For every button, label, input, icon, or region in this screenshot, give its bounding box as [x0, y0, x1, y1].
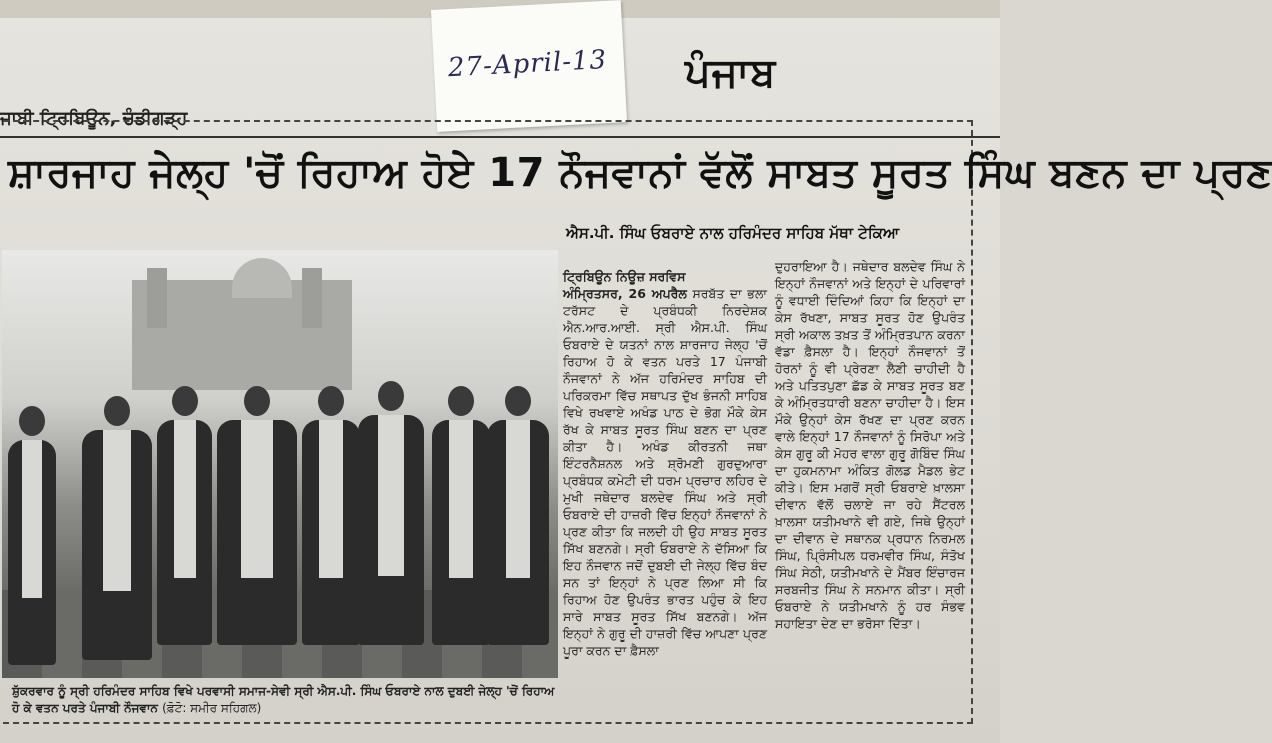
date-sticky-note	[431, 0, 627, 132]
photo-credit: (ਫ਼ੋਟੋ: ਸਮੀਰ ਸਹਿਗਲ)	[162, 701, 262, 715]
article-column-1	[563, 268, 767, 659]
article-column-1-text: ਸਰਬੱਤ ਦਾ ਭਲਾ ਟਰੱਸਟ ਦੇ ਪ੍ਰਬੰਧਕੀ ਨਿਰਦੇਸ਼ਕ ਐਨ.ਆਰ.ਆਈ. ਸ੍ਰੀ ਐਸ.ਪੀ. ਸਿੰਘ ਓਬਰਾਏ ਦੇ ਯਤਨਾਂ ਨਾਲ ਸ਼ਾਰਜਾਹ ਜੇਲ੍ਹ 'ਚੋਂ ਰਿਹਾਅ ਹੋ ਕੇ ਵਤਨ ਪਰਤੇ 17 ਪੰਜਾਬੀ ਨੌਜਵਾਨਾਂ ਨੇ ਅੱਜ ਹਰਿਮੰਦਰ ਸਾਹਿਬ ਦੀ ਪਰਿਕਰਮਾ ਵਿੱਚ ਸਥਾਪਤ ਦੁੱਖ ਭੰਜਨੀ ਸਾਹਿਬ ਵਿਖੇ ਰਖਵਾਏ ਅਖੰਡ ਪਾਠ ਦੇ ਭੋਗ ਮੌਕੇ ਕੇਸ ਰੱਖ ਕੇ ਸਾਬਤ ਸੂਰਤ ਸਿੰਘ ਬਣਨ ਦਾ ਪ੍ਰਣ ਕੀਤਾ ਹੈ। ਅਖੰਡ ਕੀਰਤਨੀ ਜਥਾ ਇੰਟਰਨੈਸ਼ਨਲ ਅਤੇ ਸ਼੍ਰੋਮਣੀ ਗੁਰਦੁਆਰਾ ਪ੍ਰਬੰਧਕ ਕਮੇਟੀ ਦੀ ਧਰਮ ਪ੍ਰਚਾਰ ਲਹਿਰ ਦੇ ਮੁਖੀ ਜਥੇਦਾਰ ਬਲਦੇਵ ਸਿੰਘ ਅਤੇ ਸ੍ਰੀ ਓਬਰਾਏ ਦੀ ਹਾਜ਼ਰੀ ਵਿੱਚ ਇਨ੍ਹਾਂ ਨੌਜਵਾਨਾਂ ਨੇ ਪ੍ਰਣ ਕੀਤਾ ਕਿ ਜਲਦੀ ਹੀ ਉਹ ਸਾਬਤ ਸੂਰਤ ਸਿੱਖ ਬਣਨਗੇ। ਸ੍ਰੀ ਓਬਰਾਏ ਨੇ ਦੱਸਿਆ ਕਿ ਇਹ ਨੌਜਵਾਨ ਜਦੋਂ ਦੁਬਈ ਦੀ ਜੇਲ੍ਹ ਵਿੱਚ ਬੰਦ ਸਨ ਤਾਂ ਇਨ੍ਹਾਂ ਨੇ ਪ੍ਰਣ ਲਿਆ ਸੀ ਕਿ ਰਿਹਾਅ ਹੋਣ ਉਪਰੰਤ ਭਾਰਤ ਪਹੁੰਚ ਕੇ ਇਹ ਸਾਰੇ ਸਾਬਤ ਸੂਰਤ ਸਿੱਖ ਬਣਨਗੇ। ਅੱਜ ਇਨ੍ਹਾਂ ਨੇ ਗੁਰੂ ਦੀ ਹਾਜ਼ਰੀ ਵਿੱਚ ਆਪਣਾ ਪ੍ਰਣ ਪੂਰਾ ਕਰਨ ਦਾ ਫ਼ੈਸਲਾ	[563, 286, 767, 658]
person-figure	[217, 420, 297, 645]
article-byline: ਟ੍ਰਿਬਿਊਨ ਨਿਊਜ਼ ਸਰਵਿਸ	[563, 269, 686, 284]
person-figure	[302, 420, 360, 645]
person-figure	[157, 420, 212, 645]
section-title: ਪੰਜਾਬ	[685, 50, 777, 96]
person-figure	[82, 430, 152, 660]
article-column-2-text: ਦੁਹਰਾਇਆ ਹੈ। ਜਥੇਦਾਰ ਬਲਦੇਵ ਸਿੰਘ ਨੇ ਇਨ੍ਹਾਂ ਨੌਜਵਾਨਾਂ ਅਤੇ ਇਨ੍ਹਾਂ ਦੇ ਪਰਿਵਾਰਾਂ ਨੂੰ ਵਧਾਈ ਦਿੰਦਿਆਂ ਕਿਹਾ ਕਿ ਇਨ੍ਹਾਂ ਦਾ ਕੇਸ ਰੱਖਣਾ, ਸਾਬਤ ਸੂਰਤ ਹੋਣ ਉਪਰੰਤ ਸ੍ਰੀ ਅਕਾਲ ਤਖ਼ਤ ਤੋਂ ਅੰਮ੍ਰਿਤਪਾਨ ਕਰਨਾ ਵੱਡਾ ਫ਼ੈਸਲਾ ਹੈ। ਇਨ੍ਹਾਂ ਨੌਜਵਾਨਾਂ ਤੋਂ ਹੋਰਨਾਂ ਨੂੰ ਵੀ ਪ੍ਰੇਰਣਾ ਲੈਣੀ ਚਾਹੀਦੀ ਹੈ ਅਤੇ ਪਤਿਤਪੁਣਾ ਛੱਡ ਕੇ ਸਾਬਤ ਸੂਰਤ ਬਣ ਕੇ ਅੰਮ੍ਰਿਤਧਾਰੀ ਬਣਨਾ ਚਾਹੀਦਾ ਹੈ। ਇਸ ਮੌਕੇ ਉਨ੍ਹਾਂ ਕੇਸ ਰੱਖਣ ਦਾ ਪ੍ਰਣ ਕਰਨ ਵਾਲੇ ਇਨ੍ਹਾਂ 17 ਨੌਜਵਾਨਾਂ ਨੂੰ ਸਿਰੋਪਾ ਅਤੇ ਕੇਸ ਗੁਰੂ ਕੀ ਮੋਹਰ ਵਾਲਾ ਗੁਰੂ ਗੋਬਿੰਦ ਸਿੰਘ ਦਾ ਹੁਕਮਨਾਮਾ ਅੰਕਿਤ ਗੋਲਡ ਮੈਡਲ ਭੇਟ ਕੀਤੇ। ਇਸ ਮਗਰੋਂ ਸ੍ਰੀ ਓਬਰਾਏ ਖ਼ਾਲਸਾ ਦੀਵਾਨ ਵੱਲੋਂ ਚਲਾਏ ਜਾ ਰਹੇ ਸੈਂਟਰਲ ਖ਼ਾਲਸਾ ਯਤੀਮਖਾਨੇ ਵੀ ਗਏ, ਜਿਥੇ ਉਨ੍ਹਾਂ ਦਾ ਦੀਵਾਨ ਦੇ ਸਥਾਨਕ ਪ੍ਰਧਾਨ ਨਿਰਮਲ ਸਿੰਘ, ਪ੍ਰਿੰਸੀਪਲ ਧਰਮਵੀਰ ਸਿੰਘ, ਸੰਤੋਖ ਸਿੰਘ ਸੇਠੀ, ਯਤੀਮਖਾਨੇ ਦੇ ਮੈਂਬਰ ਇੰਚਾਰਜ ਸਰਬਜੀਤ ਸਿੰਘ ਨੇ ਸਨਮਾਨ ਕੀਤਾ। ਸ੍ਰੀ ਓਬਰਾਏ ਨੇ ਯਤੀਮਖਾਨੇ ਨੂੰ ਹਰ ਸੰਭਵ ਸਹਾਇਤਾ ਦੇਣ ਦਾ ਭਰੋਸਾ ਦਿੱਤਾ।	[775, 259, 965, 631]
temple-tower	[302, 268, 322, 328]
person-figure	[487, 420, 549, 645]
sticky-note-date: 27-April-13	[447, 44, 608, 84]
person-figure	[432, 420, 490, 645]
masthead-paper-name: ਜਾਬੀ ਟ੍ਰਿਬਿਊਨ, ਚੰਡੀਗੜ੍ਹ	[0, 108, 188, 129]
person-figure	[8, 440, 56, 665]
article-photo	[2, 250, 558, 678]
temple-dome	[232, 258, 292, 298]
article-headline: ਸ਼ਾਰਜਾਹ ਜੇਲ੍ਹ 'ਚੋਂ ਰਿਹਾਅ ਹੋਏ 17 ਨੌਜਵਾਨਾਂ ਵੱਲੋਂ ਸਾਬਤ ਸੂਰਤ ਸਿੰਘ ਬਣਨ ਦਾ ਪ੍ਰਣ	[8, 150, 1272, 196]
photo-caption	[12, 683, 557, 717]
article-column-2	[775, 258, 965, 632]
article-subheadline: ਐਸ.ਪੀ. ਸਿੰਘ ਓਬਰਾਏ ਨਾਲ ਹਰਿਮੰਦਰ ਸਾਹਿਬ ਮੱਥਾ ਟੇਕਿਆ	[566, 224, 900, 242]
person-figure	[358, 415, 424, 645]
article-dateline: ਅੰਮ੍ਰਿਤਸਰ, 26 ਅਪਰੈਲ	[563, 286, 687, 301]
temple-tower	[147, 268, 167, 328]
photo-caption-text: ਸ਼ੁੱਕਰਵਾਰ ਨੂੰ ਸ੍ਰੀ ਹਰਿਮੰਦਰ ਸਾਹਿਬ ਵਿਖੇ ਪਰਵਾਸੀ ਸਮਾਜ-ਸੇਵੀ ਸ੍ਰੀ ਐਸ.ਪੀ. ਸਿੰਘ ਓਬਰਾਏ ਨਾਲ ਦੁਬਈ ਜੇਲ੍ਹ 'ਚੋਂ ਰਿਹਾਅ ਹੋ ਕੇ ਵਤਨ ਪਰਤੇ ਪੰਜਾਬੀ ਨੌਜਵਾਨ	[12, 684, 555, 715]
